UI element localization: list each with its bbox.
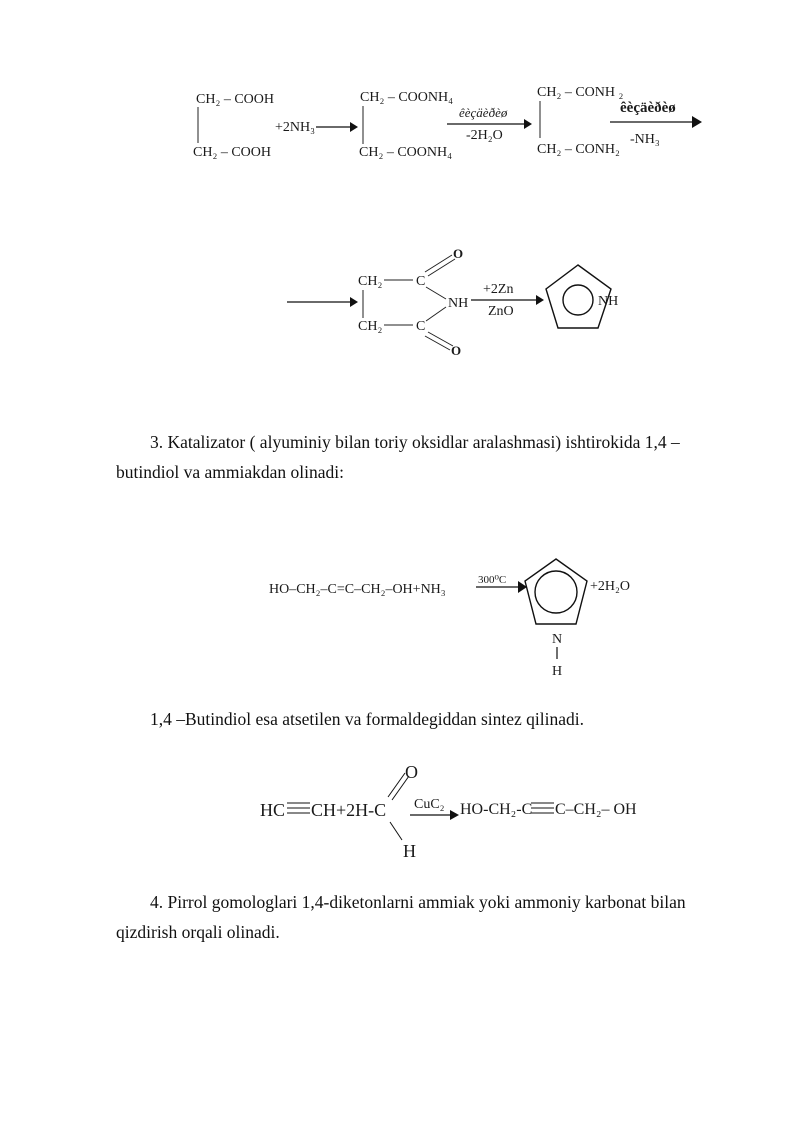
paragraph-butindiol: 1,4 –Butindiol esa atsetilen va formaldegiddan sintez qilinadi.	[150, 709, 584, 729]
butynediol-right: C–CH₂– OH	[555, 801, 637, 818]
acetylene-hc: HC	[260, 800, 286, 820]
oxygen-top: O	[453, 246, 464, 261]
double-bond	[428, 332, 453, 346]
arrow-head	[536, 295, 544, 305]
arrow-head	[350, 297, 358, 307]
ring-hydrogen: H	[552, 664, 563, 679]
scheme-butynediol-to-pyrrole	[269, 559, 630, 679]
bond-line	[390, 822, 402, 840]
salt-bottom: CH₂ – COONH₄	[359, 145, 452, 160]
formaldehyde-hydrogen: H	[403, 841, 416, 861]
byproduct-zno: ZnO	[488, 304, 514, 319]
scheme-succinic-to-amide	[193, 85, 702, 160]
imide-nh: NH	[448, 296, 469, 311]
ch2-top: CH₂	[358, 274, 383, 289]
amide-top: CH₂ – CONH ₂	[537, 85, 624, 100]
carbonyl-c-bottom: C	[416, 319, 426, 334]
paragraph-4	[116, 887, 747, 947]
double-bond	[425, 336, 450, 350]
plus-ammonia: +2NH₃	[275, 120, 315, 135]
butynediol-left: HO-CH₂-C	[460, 801, 533, 818]
arrow1-condition: êèçäèðèø	[459, 105, 508, 120]
oxygen-bottom: O	[451, 343, 462, 358]
pyrrole-nh: NH	[598, 294, 619, 309]
pyrrole-ring	[525, 559, 587, 624]
aromatic-circle	[535, 571, 577, 613]
arrow2-byproduct: -NH₃	[630, 132, 660, 147]
reactant-top: CH₂ – COOH	[196, 92, 274, 107]
bond-line	[426, 307, 446, 321]
butynediol-formula: HO–CH₂–C=C–CH₂–OH+NH₃	[269, 582, 446, 597]
bond-line	[426, 287, 446, 299]
reactant-bottom: CH₂ – COOH	[193, 145, 271, 160]
carbonyl-c-top: C	[416, 274, 426, 289]
water-product: +2H₂O	[590, 579, 630, 594]
scheme-succinimide-to-pyrrole	[287, 246, 618, 358]
arrow-head	[350, 122, 358, 132]
ch-plus-formaldehyde: CH+2H-C	[311, 800, 387, 820]
arrow2-condition: êèçäèðèø	[620, 100, 676, 116]
paragraph-4-line-2: qizdirish orqali olinadi.	[116, 922, 280, 942]
arrow1-byproduct: -2H₂O	[466, 128, 503, 143]
scheme-acetylene-formaldehyde	[260, 762, 637, 861]
arrow-head	[524, 119, 532, 129]
temperature-label: 300⁰C	[478, 574, 507, 586]
ring-nitrogen: N	[552, 632, 563, 647]
arrow-head	[692, 116, 702, 128]
salt-top: CH₂ – COONH₄	[360, 90, 453, 105]
aromatic-circle	[563, 285, 593, 315]
paragraph-4-line-1: 4. Pirrol gomologlari 1,4-diketonlarni ammiak yoki ammoniy karbonat bilan	[150, 892, 686, 912]
formaldehyde-oxygen: O	[405, 762, 418, 782]
catalyst-cuc2: CuC₂	[414, 797, 445, 812]
amide-bottom: CH₂ – CONH₂	[537, 142, 620, 157]
paragraph-3	[116, 427, 747, 487]
reagent-zn: +2Zn	[483, 282, 514, 297]
arrow-head	[450, 810, 459, 820]
paragraph-3-line-1: 3. Katalizator ( alyuminiy bilan toriy oksidlar aralashmasi) ishtirokida 1,4 –	[150, 432, 680, 452]
paragraph-3-line-2: butindiol va ammiakdan olinadi:	[116, 462, 344, 482]
ch2-bottom: CH₂	[358, 319, 383, 334]
